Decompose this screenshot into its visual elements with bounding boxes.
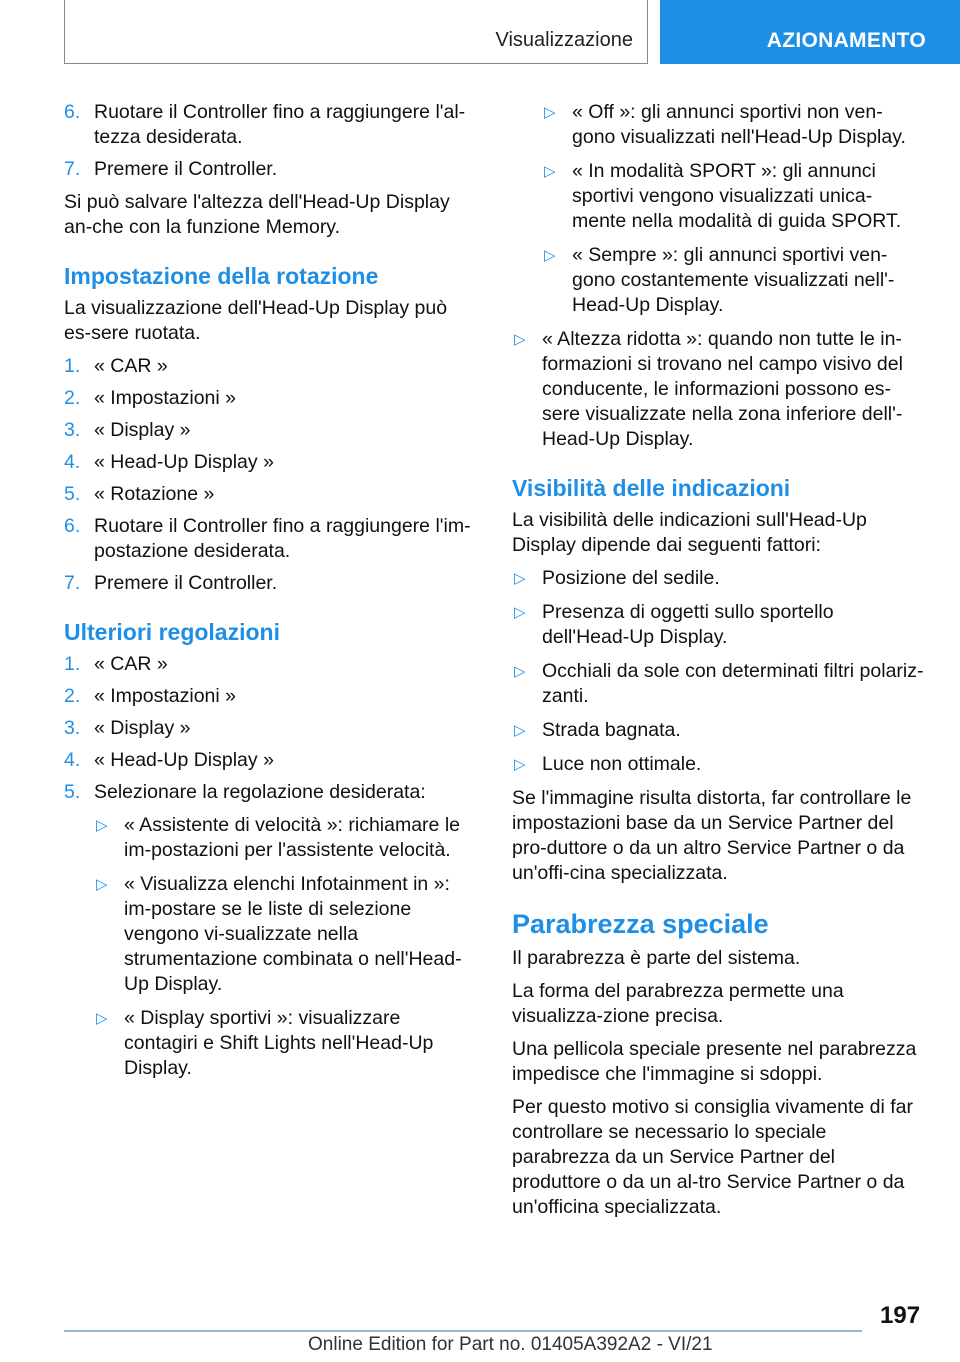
factor-text: Presenza di oggetti sullo sportello dell'Head-Up Display. (542, 601, 834, 648)
steps-list-a (64, 100, 478, 182)
step-number: 3. (64, 419, 81, 441)
list-item (64, 386, 478, 411)
list-item (94, 1006, 478, 1081)
step-number: 7. (64, 158, 81, 180)
windshield-heading: Parabrezza speciale (512, 909, 769, 939)
header-chapter-tab[interactable] (660, 0, 960, 64)
windshield-paragraph: La forma del parabrezza permette una visualizza-zione precisa. (512, 980, 844, 1027)
list-item (64, 652, 478, 677)
triangle-right-icon: ▷ (514, 331, 526, 348)
step-text: « CAR » (94, 653, 168, 675)
step-number: 6. (64, 515, 81, 537)
distortion-note: Se l'immagine risulta distorta, far controllare le impostazioni base da un Service Partner del pro-duttore o da un altro Service Partner o da un'offi-cina specializzata. (512, 787, 912, 884)
further-settings-heading: Ulteriori regolazioni (64, 619, 280, 645)
page-header (0, 0, 960, 66)
step-text: « Display » (94, 419, 191, 441)
visibility-heading: Visibilità delle indicazioni (512, 475, 791, 501)
option-text: « Display sportivi »: visualizzare contagiri e Shift Lights nell'Head-Up Display. (124, 1007, 434, 1079)
list-item (64, 450, 478, 475)
factor-text: Occhiali da sole con determinati filtri polariz-zanti. (542, 660, 924, 707)
list-item (64, 514, 478, 564)
memory-note: Si può salvare l'altezza dell'Head-Up Display an-che con la funzione Memory. (64, 191, 450, 238)
option-text: « Altezza ridotta »: quando non tutte le in-formazioni si trovano nel campo visivo del conducente, le informazioni possono es-sere visualizzate nella zona inferiore dell'-Head-Up Display. (542, 328, 903, 450)
step-text: « Display » (94, 717, 191, 739)
step-text: Ruotare il Controller fino a raggiungere l'al-tezza desiderata. (94, 101, 466, 148)
step-number: 2. (64, 387, 81, 409)
step-number: 3. (64, 717, 81, 739)
triangle-right-icon: ▷ (514, 663, 526, 680)
triangle-right-icon: ▷ (514, 756, 526, 773)
list-item (64, 418, 478, 443)
list-item (512, 327, 924, 452)
section-title: Visualizzazione (495, 29, 633, 51)
windshield-paragraph: Per questo motivo si consiglia vivamente di far controllare se necessario lo speciale parabrezza da un Service Partner del produttore o da un al-tro Service Partner o da un'officina specializzata. (512, 1096, 914, 1218)
step-text: Ruotare il Controller fino a raggiungere l'im-postazione desiderata. (94, 515, 471, 562)
reduced-height-option (512, 327, 924, 452)
option-text: « Assistente di velocità »: richiamare le im-postazioni per l'assistente velocità. (124, 814, 460, 861)
list-item (542, 243, 924, 318)
rotation-steps (64, 354, 478, 596)
rotation-intro: La visualizzazione dell'Head-Up Display può es-sere ruotata. (64, 297, 448, 344)
step-text: « Impostazioni » (94, 685, 236, 707)
list-item (64, 482, 478, 507)
list-item (64, 716, 478, 741)
list-item (94, 813, 478, 863)
list-item (64, 684, 478, 709)
step-text: « Head-Up Display » (94, 749, 274, 771)
further-options (94, 813, 478, 1081)
sport-display-options (542, 100, 924, 318)
step-text: « Head-Up Display » (94, 451, 274, 473)
left-column (64, 100, 478, 1090)
list-item (512, 752, 924, 777)
edition-footer: Online Edition for Part no. 01405A392A2 - VI/21 (308, 1334, 713, 1355)
triangle-right-icon: ▷ (514, 722, 526, 739)
option-text: « Off »: gli annunci sportivi non ven-gono visualizzati nell'Head-Up Display. (572, 101, 906, 148)
list-item (64, 748, 478, 773)
list-item (94, 872, 478, 997)
step-number: 5. (64, 781, 81, 803)
rotation-heading: Impostazione della rotazione (64, 263, 379, 289)
step-number: 1. (64, 653, 81, 675)
visibility-factors (512, 566, 924, 777)
step-number: 4. (64, 451, 81, 473)
triangle-right-icon: ▷ (544, 163, 556, 180)
header-section-box (64, 0, 648, 64)
option-text: « In modalità SPORT »: gli annunci sportivi vengono visualizzati unica-mente nella modalità di guida SPORT. (572, 160, 902, 232)
list-item (512, 659, 924, 709)
list-item (64, 780, 478, 1081)
step-number: 4. (64, 749, 81, 771)
triangle-right-icon: ▷ (514, 604, 526, 621)
visibility-intro: La visibilità delle indicazioni sull'Head-Up Display dipende dai seguenti fattori: (512, 509, 867, 556)
factor-text: Luce non ottimale. (542, 753, 702, 775)
chapter-title: AZIONAMENTO (766, 29, 926, 52)
triangle-right-icon: ▷ (514, 570, 526, 587)
list-item (542, 159, 924, 234)
step-number: 1. (64, 355, 81, 377)
factor-text: Strada bagnata. (542, 719, 681, 741)
list-item (512, 718, 924, 743)
triangle-right-icon: ▷ (96, 817, 108, 834)
list-item (64, 354, 478, 379)
list-item (512, 566, 924, 591)
step-number: 7. (64, 572, 81, 594)
triangle-right-icon: ▷ (544, 104, 556, 121)
step-text: « CAR » (94, 355, 168, 377)
windshield-paragraph: Una pellicola speciale presente nel parabrezza impedisce che l'immagine si sdoppi. (512, 1038, 917, 1085)
factor-text: Posizione del sedile. (542, 567, 720, 589)
step-number: 6. (64, 101, 81, 123)
list-item (64, 571, 478, 596)
option-text: « Visualizza elenchi Infotainment in »: im-postare se le liste di selezione vengono vi-sualizzate nella strumentazione combinata o nell'Head-Up Display. (124, 873, 462, 995)
list-item (64, 100, 478, 150)
right-column (512, 100, 924, 1228)
option-text: « Sempre »: gli annunci sportivi ven-gono costantemente visualizzati nell'-Head-Up Display. (572, 244, 895, 316)
step-text: Premere il Controller. (94, 158, 278, 180)
windshield-paragraph: Il parabrezza è parte del sistema. (512, 947, 801, 969)
step-text: Premere il Controller. (94, 572, 278, 594)
list-item (542, 100, 924, 150)
page-number: 197 (880, 1302, 921, 1329)
list-item (64, 157, 478, 182)
step-text: « Rotazione » (94, 483, 215, 505)
step-text: « Impostazioni » (94, 387, 236, 409)
list-item (512, 600, 924, 650)
triangle-right-icon: ▷ (544, 247, 556, 264)
triangle-right-icon: ▷ (96, 1010, 108, 1027)
step-text: Selezionare la regolazione desiderata: (94, 781, 426, 803)
triangle-right-icon: ▷ (96, 876, 108, 893)
footer-divider (64, 1330, 862, 1332)
step-number: 5. (64, 483, 81, 505)
step-number: 2. (64, 685, 81, 707)
further-steps (64, 652, 478, 1081)
